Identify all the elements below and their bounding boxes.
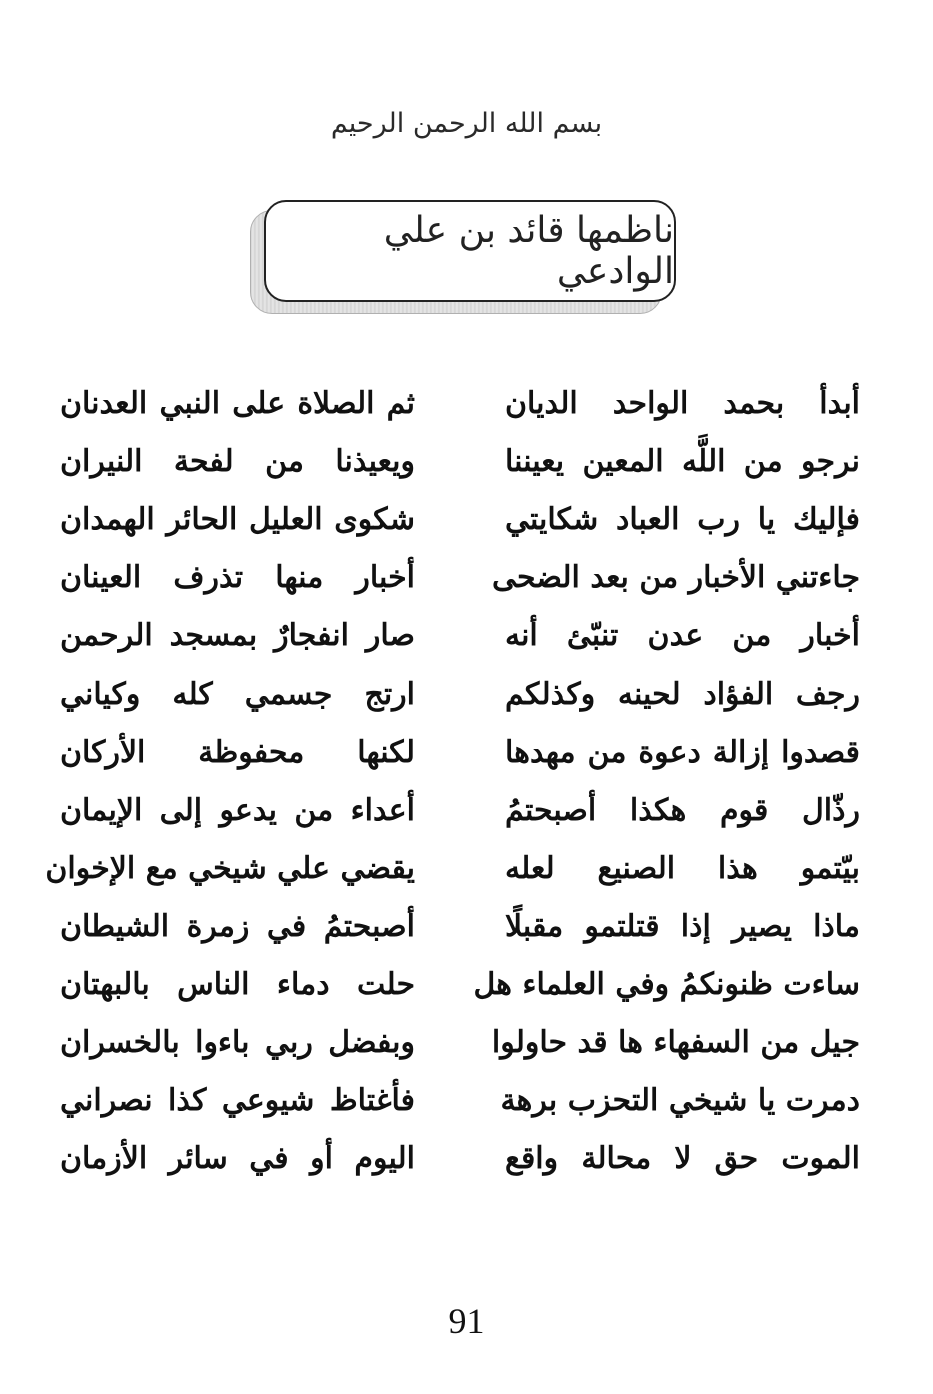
verse-line xyxy=(60,433,860,491)
verse-line xyxy=(60,782,860,840)
verse-line xyxy=(60,898,860,956)
second-hemistich: حلت دماء الناس بالبهتان xyxy=(60,966,415,1002)
second-hemistich: ويعيذنا من لفحة النيران xyxy=(60,444,415,480)
first-hemistich: فإليك يا رب العباد شكايتي xyxy=(505,502,860,538)
first-hemistich: بيّتمو هذا الصنيع لعله xyxy=(505,850,860,886)
second-hemistich: يقضي علي شيخي مع الإخوان xyxy=(45,850,415,886)
second-hemistich: أصبحتمُ في زمرة الشيطان xyxy=(60,908,415,944)
verse-line xyxy=(60,375,860,433)
second-hemistich: ثم الصلاة على النبي العدنان xyxy=(60,386,415,422)
first-hemistich: ساءت ظنونكمُ وفي العلماء هل xyxy=(473,966,860,1002)
first-hemistich: نرجو من اللَّه المعين يعيننا xyxy=(505,444,860,480)
verse-line xyxy=(60,1130,860,1188)
verse-line xyxy=(60,665,860,723)
first-hemistich: أخبار من عدن تنبّئ أنه xyxy=(505,618,860,654)
first-hemistich: ماذا يصير إذا قتلتمو مقبلًا xyxy=(505,908,860,944)
verse-line xyxy=(60,956,860,1014)
verse-line xyxy=(60,1072,860,1130)
second-hemistich: أعداء من يدعو إلى الإيمان xyxy=(60,792,415,828)
first-hemistich: جاءتني الأخبار من بعد الضحى xyxy=(492,560,860,596)
first-hemistich: جيل من السفهاء ها قد حاولوا xyxy=(491,1025,860,1061)
first-hemistich: قصدوا إزالة دعوة من مهدها xyxy=(505,734,860,770)
verse-line xyxy=(60,549,860,607)
poem-title: ناظمها قائد بن علي الوادعي xyxy=(264,200,676,302)
verse-line xyxy=(45,840,860,898)
basmala-heading: بسم الله الرحمن الرحيم xyxy=(330,108,603,139)
second-hemistich: صار انفجارٌ بمسجد الرحمن xyxy=(60,618,415,654)
verse-line xyxy=(60,1014,860,1072)
first-hemistich: دمرت يا شيخي التحزب برهة xyxy=(500,1083,860,1119)
second-hemistich: لكنها محفوظة الأركان xyxy=(60,734,415,770)
poem-body xyxy=(45,375,860,1188)
second-hemistich: وبفضل ربي باءوا بالخسران xyxy=(60,1025,415,1061)
first-hemistich: رذّال قوم هكذا أصبحتمُ xyxy=(505,792,860,828)
poem-title-frame xyxy=(250,198,678,316)
verse-line xyxy=(60,724,860,782)
verse-line xyxy=(60,491,860,549)
first-hemistich: أبدأ بحمد الواحد الديان xyxy=(505,386,860,422)
second-hemistich: اليوم أو في سائر الأزمان xyxy=(60,1141,415,1177)
second-hemistich: ارتج جسمي كله وكياني xyxy=(60,676,415,712)
second-hemistich: شكوى العليل الحائر الهمدان xyxy=(60,502,415,538)
second-hemistich: فأغتاظ شيوعي كذا نصراني xyxy=(60,1083,415,1119)
second-hemistich: أخبار منها تذرف العينان xyxy=(60,560,415,596)
verse-line xyxy=(60,607,860,665)
first-hemistich: رجف الفؤاد لحينه وكذلكم xyxy=(505,676,860,712)
page-number: 91 xyxy=(448,1301,485,1341)
first-hemistich: الموت حق لا محالة واقع xyxy=(505,1141,860,1177)
